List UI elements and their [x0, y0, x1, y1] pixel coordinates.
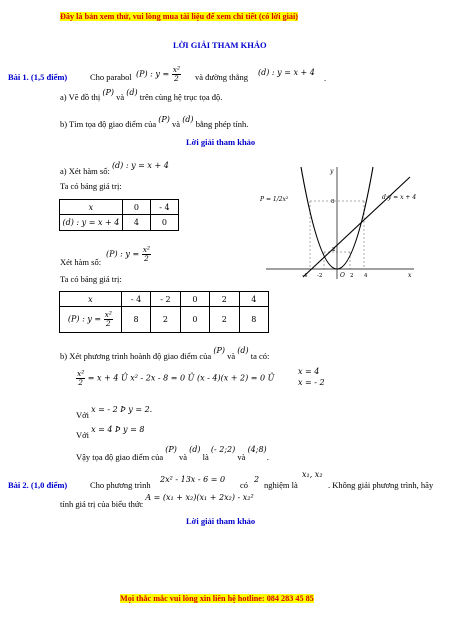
conclusion: Vậy tọa độ giao điểm của (P) và (d) là (- 2;2) và (4;8).	[76, 445, 269, 462]
y-tick-8: 8	[331, 199, 335, 205]
end-dot: .	[324, 73, 327, 83]
x-axis-label: x	[408, 272, 412, 279]
bai2-expression: tính giá trị của biểu thức A = (x₁ + x₂)(x₁ + 2x₂) - x₂²	[60, 493, 254, 509]
part-a: a) Vẽ đồ thị (P) và (d) trên cùng hệ trục tọa độ.	[60, 88, 223, 102]
hotline-banner: Mọi thắc mắc vui lòng xin liên hệ hotline: 084 283 45 85	[120, 594, 314, 603]
and-line-text: và đường thẳng	[195, 72, 249, 82]
voi-2: Với x = 4 Þ y = 8	[76, 425, 145, 440]
value-table-p: x - 4 - 2 0 2 4 (P) : y = $\frac{\text{x²}}{2}$ 8 2 0 2 8	[59, 291, 269, 333]
value-table-d: x 0 - 4 (d) : y = x + 4 4 0	[59, 199, 179, 231]
tick-neg4: -4	[302, 273, 308, 279]
solution-heading-1: Lời giải tham khảo	[186, 137, 256, 147]
part-b: b) Tìm tọa độ giao điểm của (P) và (d) bằng phép tính.	[60, 115, 249, 129]
tick-2: 2	[350, 273, 354, 279]
line-eq: (d) : y = x + 4	[258, 68, 315, 77]
a-consider: a) Xét hàm số: (d) : y = x + 4	[60, 161, 169, 176]
bai1-intro: Cho parabol	[90, 72, 132, 82]
voi-1: Với x = - 2 Þ y = 2.	[76, 405, 153, 420]
solution-heading-2: Lời giải tham khảo	[186, 516, 256, 526]
bai2-statement: Bài 2. (1,0 điểm) Cho phương trình 2x² - 13x - 6 = 0 có 2 nghiệm là x₁, x₂ . Không giải phương trình, hãy	[8, 470, 434, 490]
tick-4: 4	[364, 273, 368, 279]
function-graph	[258, 163, 420, 281]
parabol-fraction: $\frac{\text{x²}}{2}$	[172, 65, 180, 83]
table-intro-1: Ta có bảng giá trị:	[60, 181, 122, 191]
b-statement: b) Xét phương trình hoành độ giao điểm của (P) và (d) ta có:	[60, 346, 270, 361]
origin-label: O	[340, 272, 345, 279]
y-tick-2: 2	[332, 247, 336, 253]
preview-banner: Đây là bản xem thử, vui lòng mua tài liệu để xem chi tiết (có lời giải)	[60, 12, 299, 21]
parabol-eq: (P) : y = $\frac{\text{x²}}{2}$	[136, 65, 180, 83]
page-heading: LỜI GIẢI THAM KHẢO	[173, 40, 267, 50]
d-label: d:y = x + 4	[382, 194, 417, 201]
y-axis-label: y	[330, 168, 334, 175]
equation-line: $\frac{\text{x²}}{2}$ = x + 4 Û x² - 2x - 8 = 0 Û (x - 4)(x + 2) = 0 Û	[77, 369, 275, 387]
solution-system: x = 4 x = - 2	[298, 367, 325, 387]
bai1-label: Bài 1. (1,5 điểm)	[8, 72, 68, 82]
p-label: P = 1/2x²	[260, 196, 289, 203]
tick-neg2: -2	[317, 273, 323, 279]
table-intro-2: Ta có bảng giá trị:	[60, 274, 122, 284]
line-d	[303, 177, 410, 277]
